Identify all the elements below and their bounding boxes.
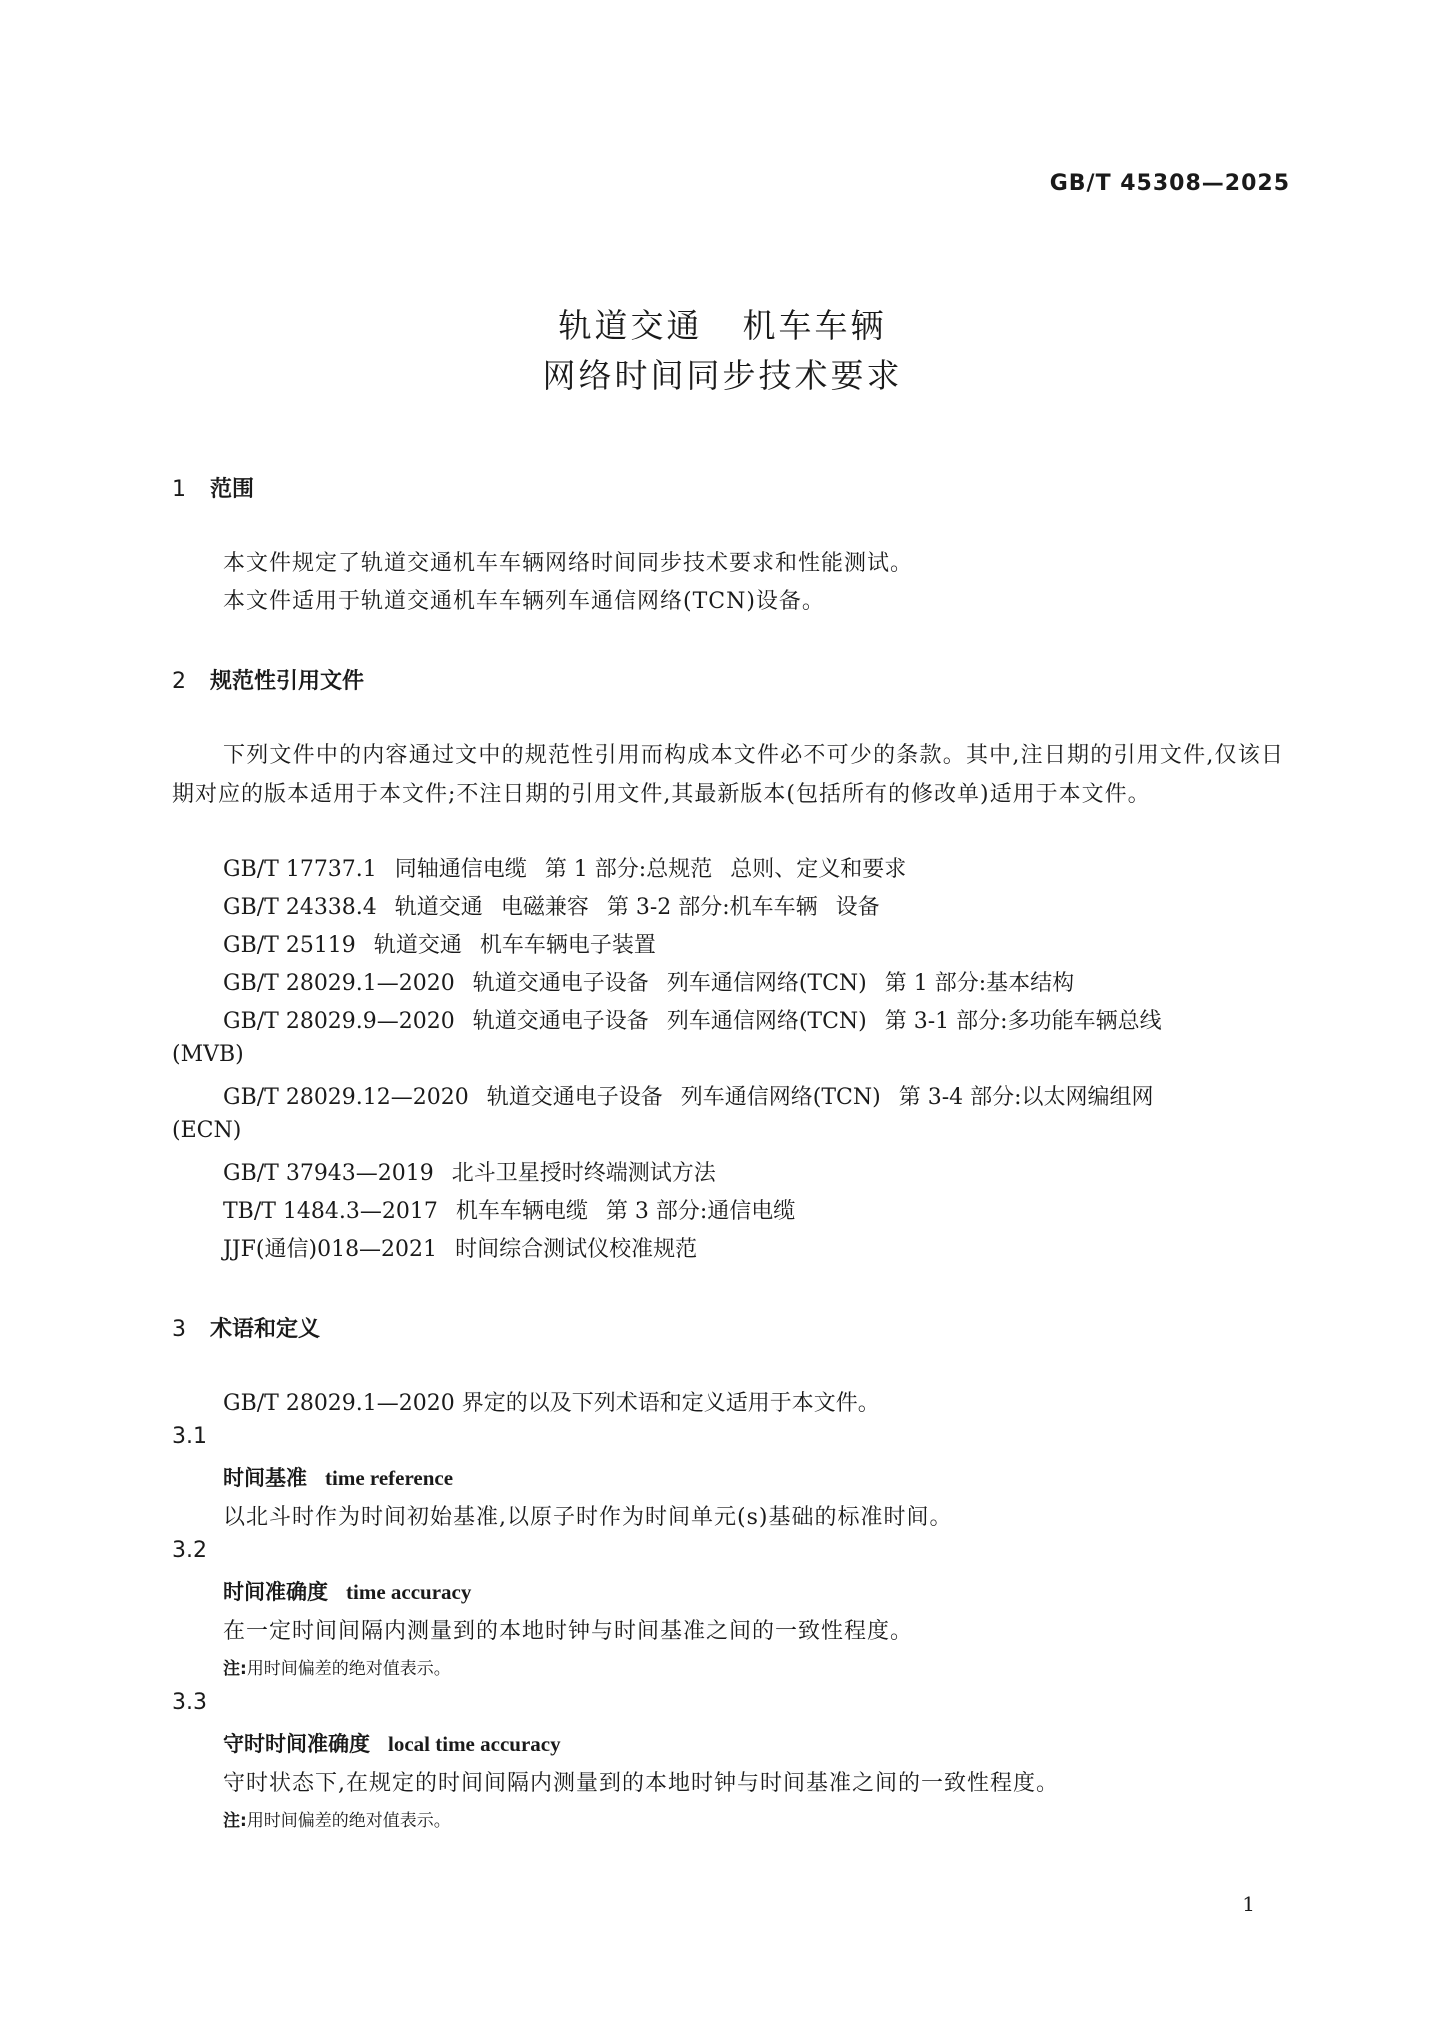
term-definition: 守时状态下,在规定的时间间隔内测量到的本地时钟与时间基准之间的一致性程度。 [223,1771,1059,1796]
term-definition: 以北斗时作为时间初始基准,以原子时作为时间单元(s)基础的标准时间。 [223,1505,953,1530]
reference-item: GB/T 37943—2019 北斗卫星授时终端测试方法 [223,1161,716,1186]
term-name: 时间准确度 time accuracy [223,1579,472,1604]
title-part1: 轨道交通 [558,306,703,345]
term-name: 守时时间准确度 local time accuracy [223,1731,561,1756]
term-number: 3.1 [172,1424,207,1449]
reference-item: GB/T 17737.1 同轴通信电缆 第 1 部分:总规范 总则、定义和要求 [223,857,907,882]
reference-item: GB/T 24338.4 轨道交通 电磁兼容 第 3-2 部分:机车车辆 设备 [223,895,880,920]
reference-item: GB/T 28029.1—2020 轨道交通电子设备 列车通信网络(TCN) 第 1 部分:基本结构 [223,971,1075,996]
standard-code: GB/T 45308—2025 [1049,171,1290,196]
title-part2: 机车车辆 [742,306,887,345]
section-1-paragraph-1: 本文件规定了轨道交通机车车辆网络时间同步技术要求和性能测试。 [223,551,914,576]
document-title-line2: 网络时间同步技术要求 [542,356,903,395]
section-2-heading: 2 规范性引用文件 [172,669,365,694]
term-number: 3.2 [172,1538,207,1563]
term-note: 注:用时间偏差的绝对值表示。 [223,1811,451,1831]
term-number: 3.3 [172,1690,207,1715]
reference-item-continuation: (MVB) [172,1042,244,1067]
section-3-heading: 3 术语和定义 [172,1317,321,1342]
reference-item: GB/T 28029.9—2020 轨道交通电子设备 列车通信网络(TCN) 第 3-1 部分:多功能车辆总线 [223,1009,1162,1034]
reference-item: GB/T 28029.12—2020 轨道交通电子设备 列车通信网络(TCN) 第 3-4 部分:以太网编组网 [223,1085,1154,1110]
reference-item: GB/T 25119 轨道交通 机车车辆电子装置 [223,933,656,958]
reference-item-continuation: (ECN) [172,1118,242,1143]
term-name: 时间基准 time reference [223,1465,454,1490]
document-title-line1 [0,300,1445,347]
reference-item: JJF(通信)018—2021 时间综合测试仪校准规范 [223,1237,698,1262]
term-definition: 在一定时间间隔内测量到的本地时钟与时间基准之间的一致性程度。 [223,1619,914,1644]
section-2-intro: 下列文件中的内容通过文中的规范性引用而构成本文件必不可少的条款。其中,注日期的引用文件,仅该日期对应的版本适用于本文件;不注日期的引用文件,其最新版本(包括所有的修改单)适用于本文件。 [172,743,1284,807]
term-note: 注:用时间偏差的绝对值表示。 [223,1659,451,1679]
section-1-heading: 1 范围 [172,477,255,502]
reference-item: TB/T 1484.3—2017 机车车辆电缆 第 3 部分:通信电缆 [223,1199,796,1224]
page-number: 1 [1242,1892,1255,1916]
section-1-paragraph-2: 本文件适用于轨道交通机车车辆列车通信网络(TCN)设备。 [223,589,825,614]
section-3-intro: GB/T 28029.1—2020 界定的以及下列术语和定义适用于本文件。 [223,1391,880,1416]
